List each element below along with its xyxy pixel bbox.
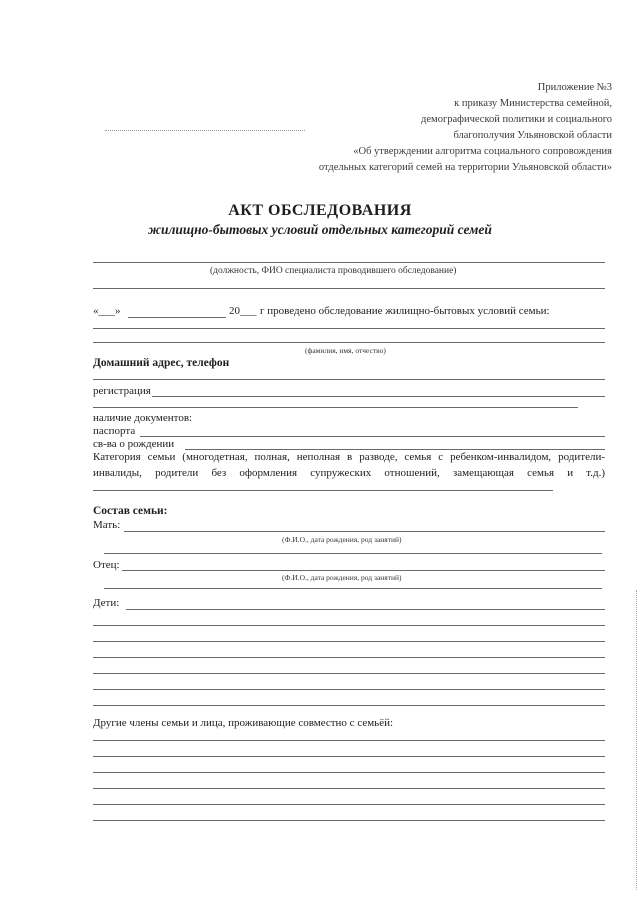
- family-fio-field[interactable]: [93, 328, 605, 329]
- registration-label: регистрация: [93, 385, 151, 397]
- date-day: «___»: [93, 305, 121, 317]
- mother-field[interactable]: [124, 531, 605, 532]
- appendix-line-6: отдельных категорий семей на территории Ульяновской области»: [318, 162, 612, 173]
- date-month-field[interactable]: [128, 317, 226, 318]
- father-label: Отец:: [93, 559, 120, 571]
- specialist-caption: (должность, ФИО специалиста проводившего обследование): [210, 266, 457, 276]
- family-fio-field-2[interactable]: [93, 342, 605, 343]
- children-field-5[interactable]: [93, 673, 605, 674]
- children-field-3[interactable]: [93, 641, 605, 642]
- registration-field-2[interactable]: [93, 407, 578, 408]
- passport-field[interactable]: [140, 436, 605, 437]
- others-field-2[interactable]: [93, 756, 605, 757]
- date-line-text: г проведено обследование жилищно-бытовых условий семьи:: [260, 305, 550, 317]
- children-field-2[interactable]: [93, 625, 605, 626]
- category-line-2: инвалиды, родители без оформления супружеских отношений, замещающая семья и т.д.): [93, 467, 605, 479]
- children-field-7[interactable]: [93, 705, 605, 706]
- appendix-line-4: благополучия Ульяновской области: [453, 130, 612, 141]
- address-heading: Домашний адрес, телефон: [93, 357, 230, 369]
- children-field-6[interactable]: [93, 689, 605, 690]
- registration-field[interactable]: [152, 396, 605, 397]
- dotted-rule: [105, 130, 305, 131]
- others-field-1[interactable]: [93, 740, 605, 741]
- father-caption: (Ф.И.О., дата рождения, род занятий): [282, 573, 402, 582]
- appendix-line-5: «Об утверждении алгоритма социального сопровождения: [353, 146, 612, 157]
- children-label: Дети:: [93, 597, 120, 609]
- mother-label: Мать:: [93, 519, 121, 531]
- others-field-5[interactable]: [93, 804, 605, 805]
- mother-field-2[interactable]: [104, 553, 602, 554]
- specialist-field[interactable]: [93, 262, 605, 263]
- date-year: 20___: [229, 305, 257, 317]
- documents-heading: наличие документов:: [93, 412, 193, 424]
- address-field[interactable]: [93, 379, 605, 380]
- children-field-4[interactable]: [93, 657, 605, 658]
- passport-label: паспорта: [93, 425, 136, 437]
- others-field-4[interactable]: [93, 788, 605, 789]
- scan-edge: [636, 590, 638, 890]
- specialist-field-line-2[interactable]: [93, 288, 605, 289]
- mother-caption: (Ф.И.О., дата рождения, род занятий): [282, 535, 402, 544]
- father-field[interactable]: [122, 570, 605, 571]
- father-field-2[interactable]: [104, 588, 602, 589]
- document-subtitle: жилищно-бытовых условий отдельных категорий семей: [148, 222, 492, 237]
- document-title: АКТ ОБСЛЕДОВАНИЯ: [228, 202, 412, 219]
- fio-caption: (фамилия, имя, отчество): [305, 346, 386, 355]
- birth-cert-label: св-ва о рождении: [93, 438, 175, 450]
- appendix-header: [282, 80, 612, 176]
- category-line-1: Категория семьи (многодетная, полная, неполная в разводе, семья с ребенком-инвалидом, родители-: [93, 451, 605, 463]
- appendix-line-1: Приложение №3: [537, 82, 612, 93]
- appendix-line-2: к приказу Министерства семейной,: [454, 98, 612, 109]
- others-field-3[interactable]: [93, 772, 605, 773]
- others-field-6[interactable]: [93, 820, 605, 821]
- others-label: Другие члены семьи и лица, проживающие совместно с семьёй:: [93, 717, 394, 729]
- category-field[interactable]: [93, 490, 553, 491]
- children-field-1[interactable]: [126, 609, 605, 610]
- appendix-line-3: демографической политики и социального: [421, 114, 612, 125]
- family-heading: Состав семьи:: [93, 505, 168, 517]
